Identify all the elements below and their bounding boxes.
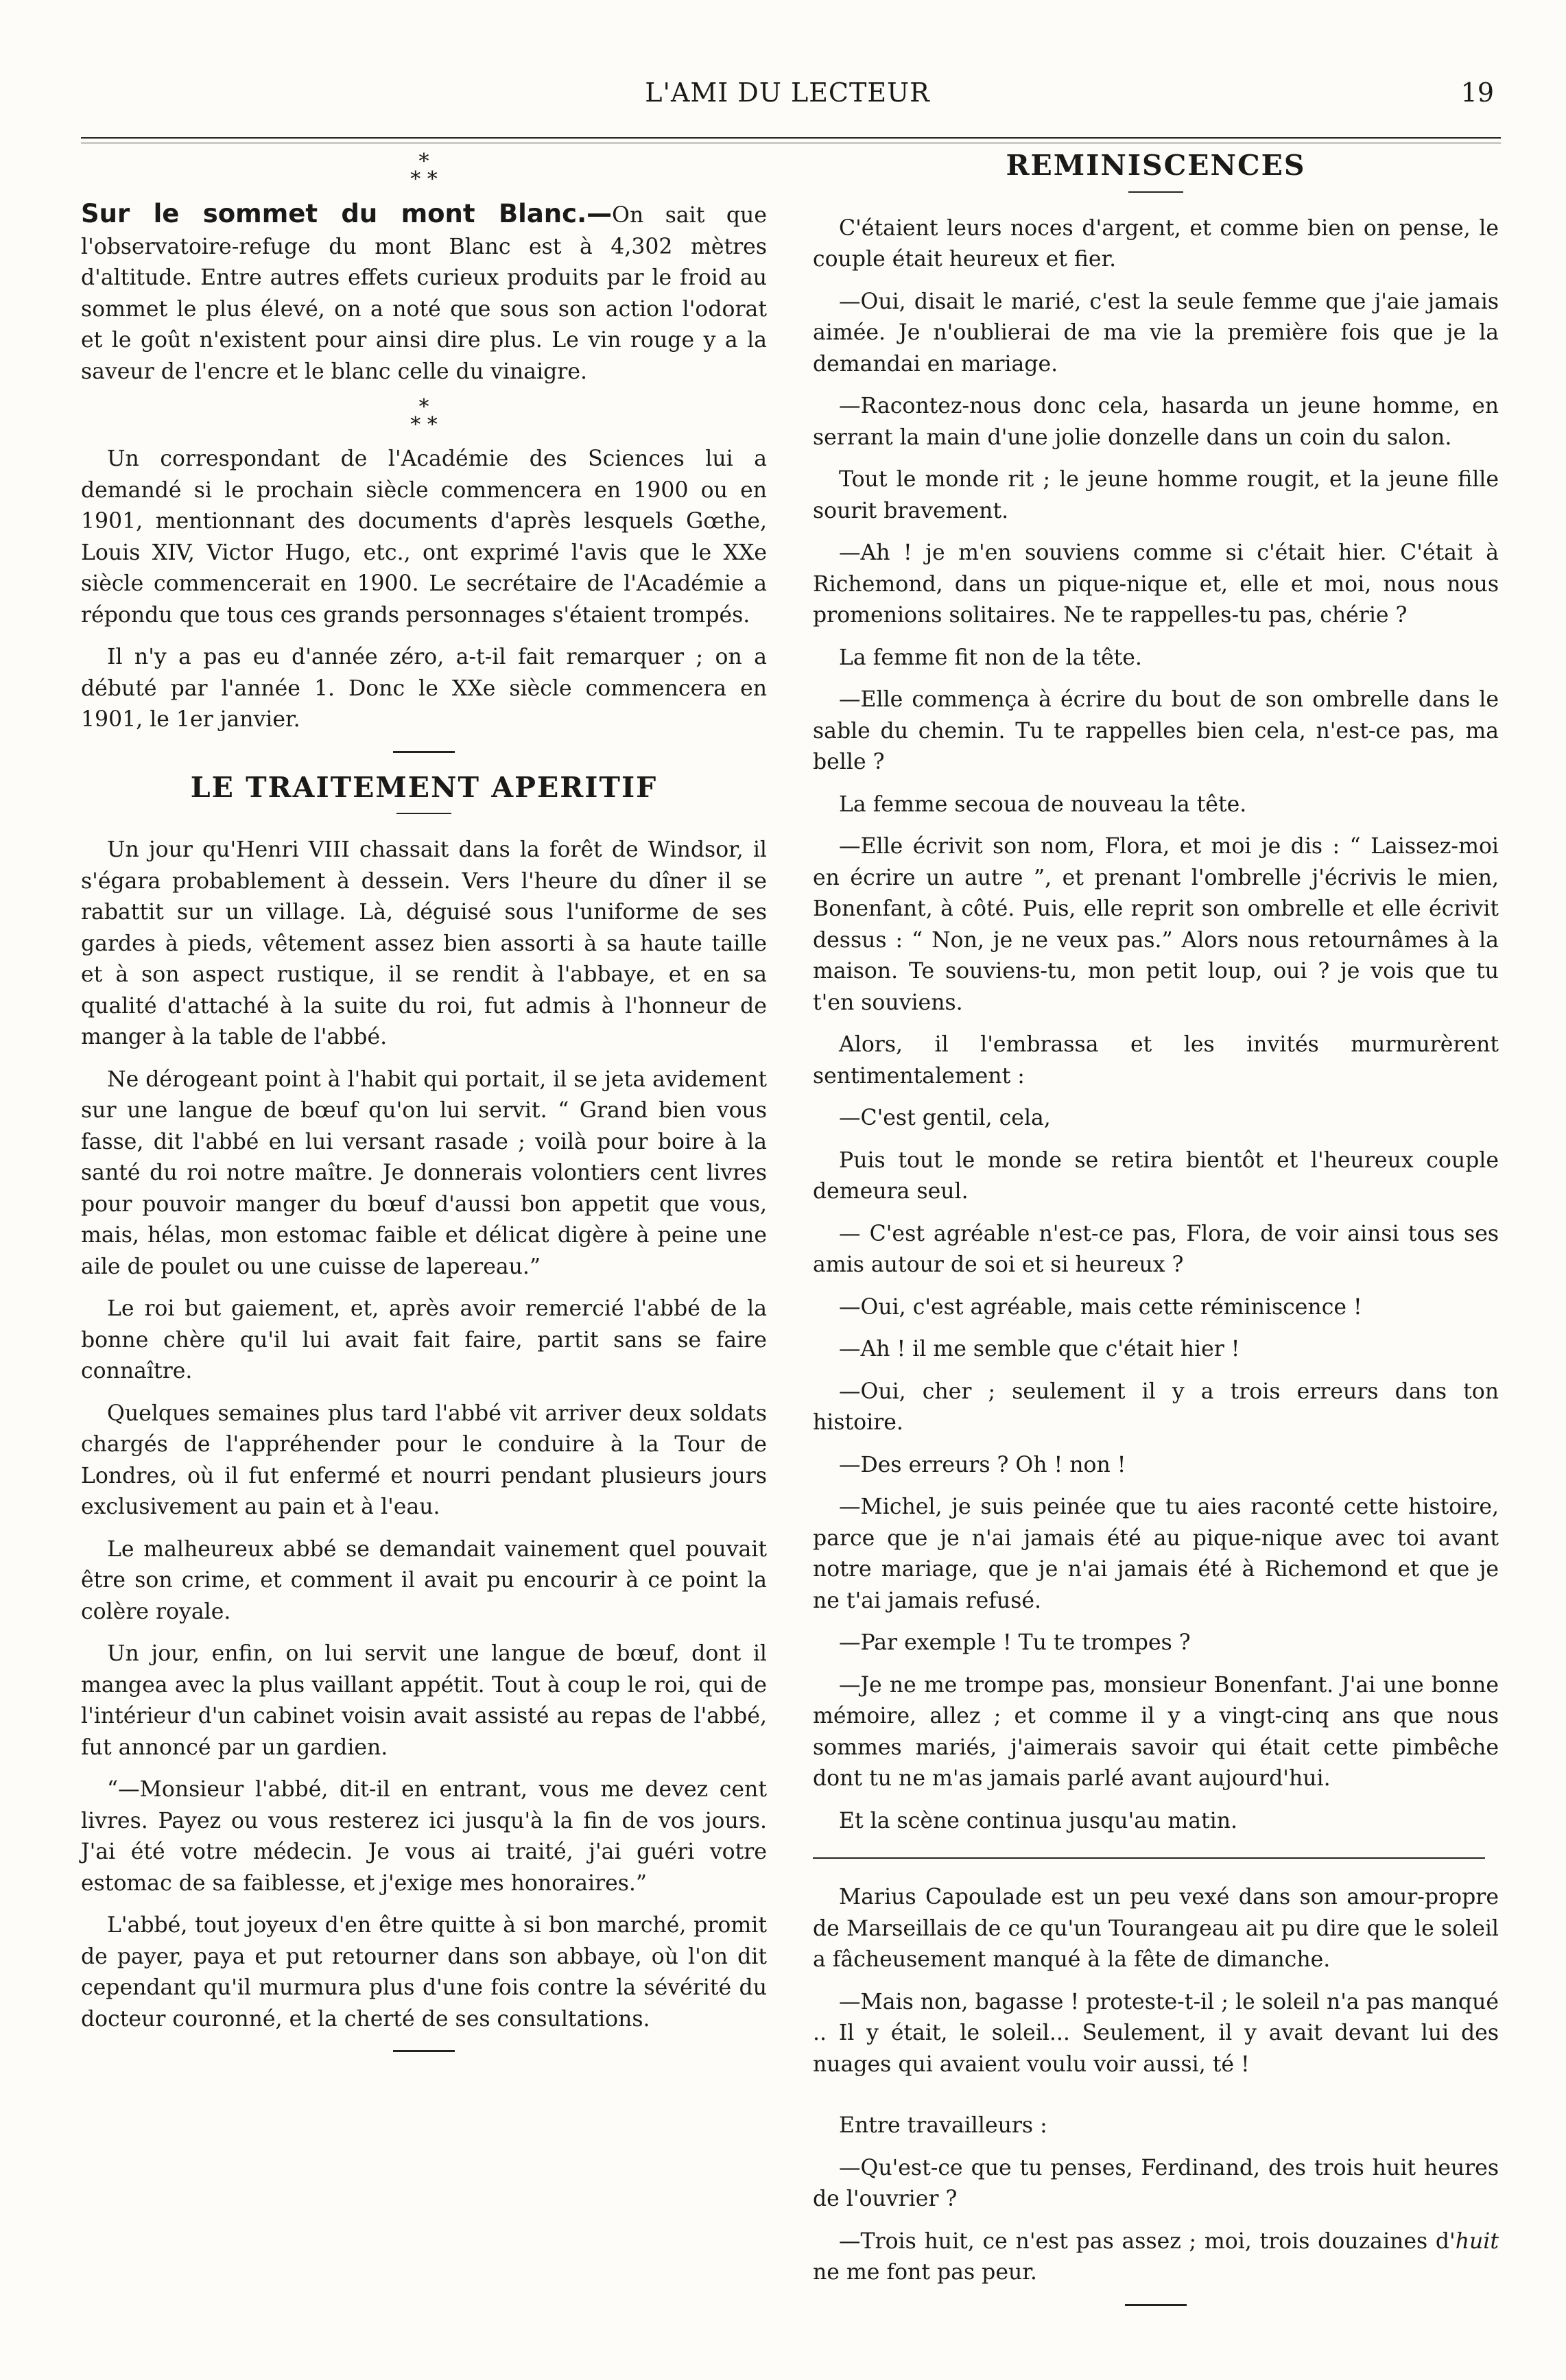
- siecle-paragraph: Il n'y a pas eu d'année zéro, a-t-il fait remarquer ; on a débuté par l'année 1. Donc le XXe siècle commencera en 1901, le 1er janvier.: [81, 645, 767, 732]
- travailleurs-text: ne me font pas peur.: [813, 2260, 1037, 2285]
- reminiscences-title: REMINISCENCES: [1006, 149, 1306, 182]
- reminiscences-paragraph: — C'est agréable n'est-ce pas, Flora, de voir ainsi tous ses amis autour de soi et si heureux ?: [813, 1221, 1499, 1277]
- separator-rule: [393, 751, 455, 753]
- reminiscences-paragraph: Puis tout le monde se retira bientôt et l'heureux couple demeura seul.: [813, 1147, 1499, 1204]
- mont-blanc-headline: Sur le sommet du mont Blanc.—: [81, 199, 613, 228]
- reminiscences-paragraph: —Oui, disait le marié, c'est la seule femme que j'aie jamais aimée. Je n'oublierai de ma vie la première fois que je la demandai en mariage.: [813, 289, 1499, 377]
- reminiscences-paragraph: C'étaient leurs noces d'argent, et comme bien on pense, le couple était heureux et fier.: [813, 215, 1499, 272]
- reminiscences-paragraph: La femme secoua de nouveau la tête.: [839, 792, 1247, 817]
- travailleurs-paragraph: [813, 2226, 1499, 2289]
- travailleurs-text: —Trois huit, ce n'est pas assez ; moi, trois douzaines d': [839, 2228, 1456, 2254]
- traitement-paragraph: Ne dérogeant point à l'habit qui portait, il se jeta avidement sur une langue de bœuf qu'on lui servit. “ Grand bien vous fasse, dit l'abbé en lui versant rasade ; voilà pour boire à la santé du roi notre maître. Je donnerais volontiers cent livres pour pouvoir manger du bœuf d'aussi bon appetit que vous, mais, hélas, mon estomac faible et délicat digère à peine une aile de poulet ou une cuisse de lapereau.”: [81, 1067, 767, 1279]
- reminiscences-paragraph: Et la scène continua jusqu'au matin.: [839, 1808, 1238, 1833]
- traitement-paragraph: Quelques semaines plus tard l'abbé vit arriver deux soldats chargés de l'appréhender pour le conduire à la Tour de Londres, où il fut enfermé et nourri pendant plusieurs jours exclusivement au pain et à l'eau.: [81, 1401, 767, 1519]
- traitement-paragraph: L'abbé, tout joyeux d'en être quitte à si bon marché, promit de payer, paya et put retourner dans son abbaye, où l'on dit cependant qu'il murmura plus d'une fois contre la sévérité du docteur couronné, et la cherté de ses consultations.: [81, 1913, 767, 2032]
- journal-title: L'AMI DU LECTEUR: [645, 78, 930, 108]
- reminiscences-paragraph: —Oui, cher ; seulement il y a trois erreurs dans ton histoire.: [813, 1379, 1499, 1435]
- reminiscences-paragraph: —Oui, c'est agréable, mais cette réminiscence !: [839, 1294, 1362, 1320]
- traitement-paragraph: Le malheureux abbé se demandait vainement quel pouvait être son crime, et comment il avait pu encourir à ce point la colère royale.: [81, 1536, 767, 1624]
- left-column: [81, 147, 767, 2071]
- reminiscences-paragraph: —Ah ! il me semble que c'était hier !: [839, 1337, 1240, 1361]
- reminiscences-paragraph: —Elle commença à écrire du bout de son ombrelle dans le sable du chemin. Tu te rappelles bien cela, n'est-ce pas, ma belle ?: [813, 687, 1499, 774]
- reminiscences-paragraph: —Michel, je suis peinée que tu aies raconté cette histoire, parce que je n'ai jamais été au pique-nique avec toi avant notre mariage, que je n'ai jamais été à Richemond et que je ne t'ai jamais refusé.: [813, 1495, 1499, 1613]
- reminiscences-paragraph: —Je ne me trompe pas, monsieur Bonenfant. J'ai une bonne mémoire, allez ; et comme il y a vingt-cinq ans que nous sommes mariés, j'aimerais savoir qui était cette pimbêche dont tu ne m'as jamais parlé avant aujourd'hui.: [813, 1672, 1499, 1791]
- traitement-paragraph: Un jour qu'Henri VIII chassait dans la forêt de Windsor, il s'égara probablement à dessein. Vers l'heure du dîner il se rabattit sur un village. Là, déguisé sous l'uniforme de ses gardes à pieds, vêtement assez bien assorti à sa haute taille et à son aspect rustique, il se rendit à l'abbaye, et en sa qualité d'attaché à la suite du roi, fut admis à l'honneur de manger à la table de l'abbé.: [81, 837, 767, 1049]
- reminiscences-paragraph: Alors, il l'embrassa et les invités murmurèrent sentimentalement :: [813, 1032, 1499, 1088]
- traitement-paragraph: Un jour, enfin, on lui servit une langue de bœuf, dont il mangea avec la plus vaillant appétit. Tout à coup le roi, qui de l'intérieur d'un cabinet voisin avait assisté au repas de l'abbé, fut annoncé par un gardien.: [81, 1641, 767, 1760]
- reminiscences-paragraph: —Ah ! je m'en souviens comme si c'était hier. C'était à Richemond, dans un pique-nique et, elle et moi, nous nous promenions solitaires. Ne te rappelles-tu pas, chérie ?: [813, 540, 1499, 628]
- reminiscences-paragraph: La femme fit non de la tête.: [839, 645, 1142, 670]
- siecle-paragraph: Un correspondant de l'Académie des Sciences lui a demandé si le prochain siècle commencera en 1900 ou en 1901, mentionnant des documents d'après lesquels Gœthe, Louis XIV, Victor Hugo, etc., ont exprimé l'avis que le XXe siècle commencerait en 1900. Le secrétaire de l'Académie a répondu que tous ces grands personnages s'étaient trompés.: [81, 447, 767, 628]
- reminiscences-paragraph: —C'est gentil, cela,: [839, 1106, 1051, 1130]
- separator-rule: [1128, 191, 1183, 193]
- reminiscences-paragraph: —Par exemple ! Tu te trompes ?: [839, 1630, 1191, 1655]
- marius-paragraph: Marius Capoulade est un peu vexé dans son amour-propre de Marseillais de ce qu'un Tourangeau ait pu dire que le soleil a fâcheusement manqué à la fête de dimanche.: [813, 1885, 1499, 1972]
- traitement-paragraph: “—Monsieur l'abbé, dit-il en entrant, vous me devez cent livres. Payez ou vous resterez ici jusqu'à la fin de vos jours. J'ai été votre médecin. Je vous ai traité, j'ai guéri votre estomac de sa faiblesse, et j'exige mes honoraires.”: [81, 1777, 767, 1896]
- spacer: [813, 2091, 1499, 2110]
- travailleurs-italic: huit: [1455, 2228, 1499, 2254]
- section-stars: * * *: [410, 395, 438, 437]
- separator-rule: [813, 1857, 1485, 1859]
- mont-blanc-paragraph: [81, 198, 767, 388]
- right-column: [813, 147, 1499, 2325]
- traitement-title: LE TRAITEMENT APERITIF: [190, 770, 658, 804]
- end-rule: [1125, 2304, 1187, 2306]
- reminiscences-paragraph: —Racontez-nous donc cela, hasarda un jeune homme, en serrant la main d'une jolie donzelle dans un coin du salon.: [813, 394, 1499, 450]
- travailleurs-paragraph: —Qu'est-ce que tu penses, Ferdinand, des trois huit heures de l'ouvrier ?: [813, 2155, 1499, 2211]
- section-stars: * * *: [410, 150, 438, 191]
- reminiscences-paragraph: —Des erreurs ? Oh ! non !: [839, 1452, 1126, 1477]
- page-number: 19: [1460, 78, 1494, 108]
- travailleurs-paragraph: Entre travailleurs :: [839, 2113, 1047, 2138]
- reminiscences-paragraph: Tout le monde rit ; le jeune homme rougit, et la jeune fille sourit bravement.: [813, 467, 1499, 523]
- end-rule: [393, 2050, 455, 2052]
- reminiscences-paragraph: —Elle écrivit son nom, Flora, et moi je dis : “ Laissez-moi en écrire un autre ”, et prenant l'ombrelle j'écrivis le mien, Bonenfant, à côté. Puis, elle reprit son ombrelle et elle écrivit dessus : “ Non, je ne veux pas.” Alors nous retournâmes à la maison. Te souviens-tu, mon petit loup, oui ? je vois que tu t'en souviens.: [813, 834, 1499, 1015]
- marius-paragraph: —Mais non, bagasse ! proteste-t-il ; le soleil n'a pas manqué .. Il y était, le soleil... Seulement, il y avait devant lui des nuages qui avaient voulu voir aussi, té !: [813, 1989, 1499, 2077]
- header-rule: [81, 137, 1501, 139]
- page-header: [81, 65, 1494, 113]
- separator-rule: [396, 813, 451, 814]
- traitement-paragraph: Le roi but gaiement, et, après avoir remercié l'abbé de la bonne chère qu'il lui avait fait faire, partit sans se faire connaître.: [81, 1296, 767, 1383]
- mont-blanc-text: On sait que l'observatoire-refuge du mont Blanc est à 4,302 mètres d'altitude. Entre autres effets curieux produits par le froid au sommet le plus élevé, on a noté que sous son action l'odorat et le goût n'existent pour ainsi dire plus. Le vin rouge y a la saveur de l'encre et le blanc celle du vinaigre.: [81, 203, 767, 384]
